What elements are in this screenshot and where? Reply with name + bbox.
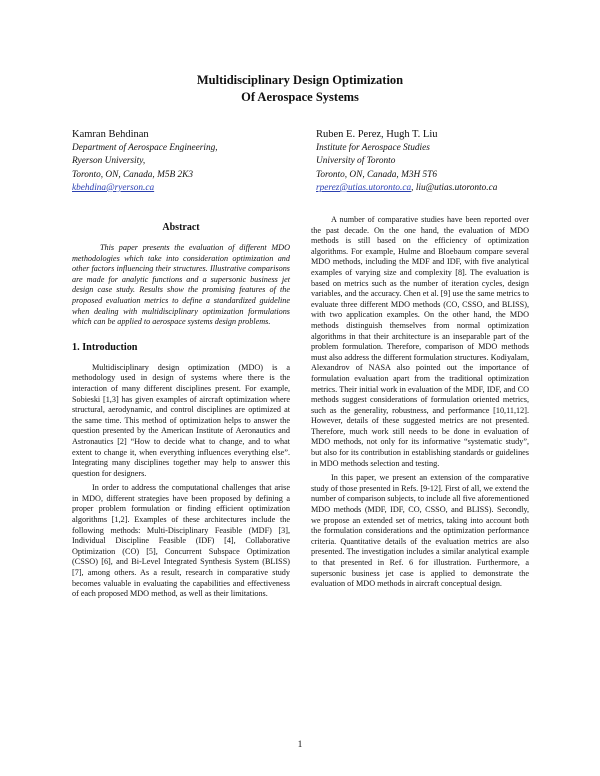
author-email-link[interactable]: rperez@utias.utoronto.ca	[316, 182, 412, 193]
abstract-heading: Abstract	[162, 222, 200, 233]
author-block-right	[316, 128, 536, 195]
email-separator: ,	[411, 182, 416, 193]
title-line-1: Multidisciplinary Design Optimization	[196, 73, 404, 87]
left-column	[72, 215, 290, 600]
author-department: Institute for Aerospace Studies	[316, 143, 430, 154]
section-heading: 1. Introduction	[72, 341, 138, 353]
paragraph: In order to address the computational challenges that arise in MDO, different strategies have been proposed by defining a proper problem formulation or finding efficient optimization algorithms [1,2]. Examples of these architectures include the following methods: Multi-Disciplinary Feasible (MDF) [3], Individual Discipline Feasible (IDF) [4], Collaborative Optimization (CO) [5], Concurrent Subspace Optimization (CSSO) [6], and Bi-Level Integrated Synthesis System (BLISS) [7], among others. As a result, research in comparative study becomes valuable in evaluating the capabilities and effectiveness of each proposed MDO method, as well as their limitations.	[72, 483, 290, 599]
author-email-link[interactable]: kbehdina@ryerson.ca	[72, 182, 155, 193]
paragraph: Multidisciplinary design optimization (MDO) is a methodology used in design of systems where there is the interaction of many different disciplines present. For example, Sobieski [1,3] has given examples of aircraft optimization where structural, aerodynamic, and control disciplines are optimized at the same time. This method of optimization helps to answer the question presented by the American Institute of Aeronautics and Astronautics [2] “How to decide what to change, and to what extent to change it, when everything influences everything else”. Integrating many disciplines together may help to answer this question for designers.	[72, 362, 290, 478]
abstract-text: This paper presents the evaluation of different MDO methodologies which take into consideration optimization and other factors influencing their structures. Illustrative comparisons are made for analytic functions and a supersonic business jet design case study. Results show the promising features of the proposed evaluation metrics to define a standardized guideline when dealing with multidisciplinary optimization formulations which can be applied to aerospace systems design problems.	[72, 243, 290, 327]
author-institution: Ryerson University,	[72, 156, 146, 167]
author-name: Kamran Behdinan	[72, 129, 149, 140]
author-address: Toronto, ON, Canada, M5B 2K3	[72, 169, 193, 180]
paper-title	[0, 72, 600, 106]
author-block-left	[72, 128, 292, 195]
author-address: Toronto, ON, Canada, M3H 5T6	[316, 169, 437, 180]
paragraph: In this paper, we present an extension of the comparative study of those presented in Refs. [9-12]. First of all, we extend the number of comparison subjects, to include all five aforementioned MDO methods (MDF, IDF, CO, CSSO, and BLISS). Secondly, we propose an extended set of metrics, taking into account both the formulation considerations and the optimization performance criteria. Quantitative details of the evaluation metrics are also presented. The investigation includes a similar analytical example to that presented in Ref. 6 for illustration. Furthermore, a supersonic business jet case is applied to demonstrate the evaluation of MDO methods in aircraft conceptual design.	[311, 473, 529, 589]
paragraph: A number of comparative studies have been reported over the past decade. On the one hand, the evaluation of MDO methods is still based on the efficiency of optimization algorithms. For example, Hulme and Bloebaum compare several MDO methods, including the MDF and IDF, with five analytical examples of varying size and complexity [8]. The evaluation is based on metrics such as the number of iteration cycles, design variables, and the accuracy. Chen et al. [9] use the same metrics to evaluate three different MDO methods (CO, CSSO, and BLISS), with two application examples. On the other hand, the MDO methods distinguish themselves from normal optimization algorithms in that their architecture is an inseparable part of the problem formulation. Therefore, comparison of MDO methods must also address the different formulation structures. Kodiyalam, Alexandrov of NASA also pointed out the importance of formulation evaluation apart from the traditional optimization metrics. Their initial work in evaluation of the MDF, IDF, and CO methods suggest considerations of formulation oriented metrics, such as the generality, robustness, and performance [10,11,12]. However, details of these suggested metrics are not presented. Therefore, much work still needs to be done in evaluation of MDO methods, not only for its informative “systematic study”, but also for its contribution in establishing standards or guidelines in MDO methods selection and testing.	[311, 215, 529, 468]
author-department: Department of Aerospace Engineering,	[72, 143, 218, 154]
author-institution: University of Toronto	[316, 156, 396, 167]
author-email-text[interactable]: liu@utias.utoronto.ca	[415, 182, 498, 193]
title-line-2: Of Aerospace Systems	[241, 90, 359, 104]
page-number: 1	[297, 740, 303, 750]
author-name: Ruben E. Perez, Hugh T. Liu	[316, 129, 438, 140]
right-column	[311, 215, 529, 590]
abstract-body	[72, 243, 290, 328]
